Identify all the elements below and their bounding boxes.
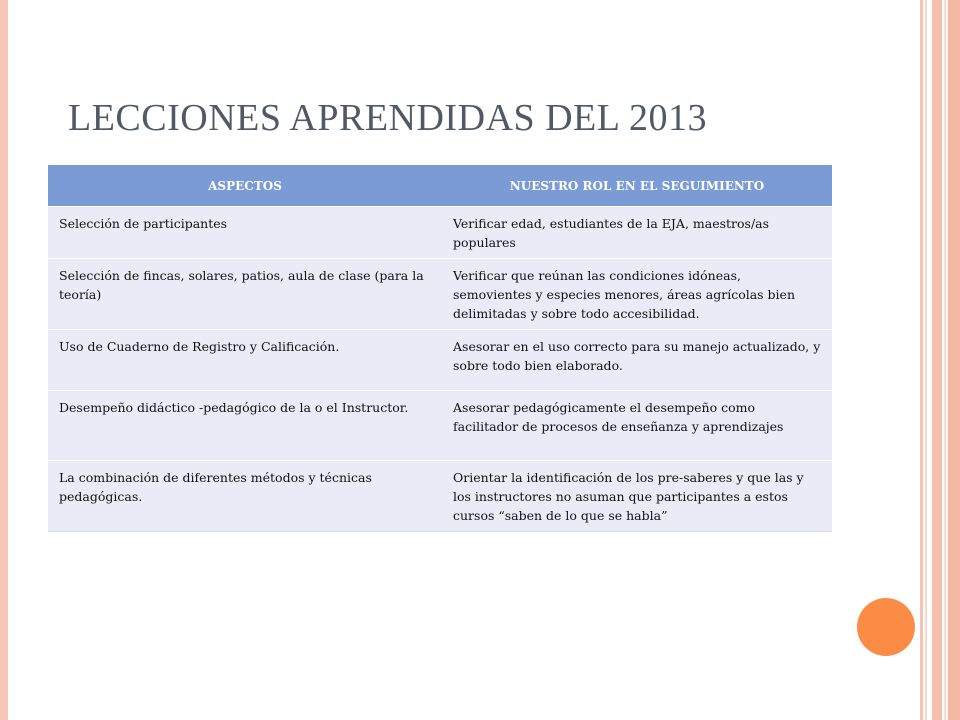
header-rol: NUESTRO ROL EN EL SEGUIMIENTO (442, 165, 832, 207)
table-row (48, 461, 832, 532)
stripe-2 (925, 0, 927, 720)
cell-rol: Orientar la identificación de los pre-saberes y que las y los instructores no asuman que participantes a estos cursos “saben de lo que se habla” (442, 461, 832, 532)
table-row (48, 207, 832, 259)
orange-circle-decoration (857, 598, 915, 656)
cell-rol: Verificar que reúnan las condiciones idóneas, semovientes y especies menores, áreas agrícolas bien delimitadas y sobre todo accesibilidad. (442, 259, 832, 330)
table-header-row (48, 165, 832, 207)
slide-title: LECCIONES APRENDIDAS DEL 2013 (68, 97, 708, 139)
left-decorative-border (0, 0, 8, 720)
cell-aspecto: Selección de participantes (48, 207, 442, 259)
table-row (48, 391, 832, 461)
stripe-5 (948, 0, 960, 720)
table-row (48, 259, 832, 330)
header-aspectos: ASPECTOS (48, 165, 442, 207)
cell-rol: Asesorar en el uso correcto para su manejo actualizado, y sobre todo bien elaborado. (442, 330, 832, 391)
stripe-1 (920, 0, 923, 720)
cell-rol: Verificar edad, estudiantes de la EJA, maestros/as populares (442, 207, 832, 259)
table-row (48, 330, 832, 391)
stripe-4 (944, 0, 946, 720)
stripe-3 (932, 0, 942, 720)
cell-aspecto: Selección de fincas, solares, patios, aula de clase (para la teoría) (48, 259, 442, 330)
right-decorative-stripes (920, 0, 960, 720)
lessons-table-container (48, 165, 832, 532)
lessons-table (48, 165, 832, 532)
cell-aspecto: Desempeño didáctico -pedagógico de la o el Instructor. (48, 391, 442, 461)
cell-aspecto: La combinación de diferentes métodos y técnicas pedagógicas. (48, 461, 442, 532)
cell-rol: Asesorar pedagógicamente el desempeño como facilitador de procesos de enseñanza y aprendizajes (442, 391, 832, 461)
cell-aspecto: Uso de Cuaderno de Registro y Calificación. (48, 330, 442, 391)
